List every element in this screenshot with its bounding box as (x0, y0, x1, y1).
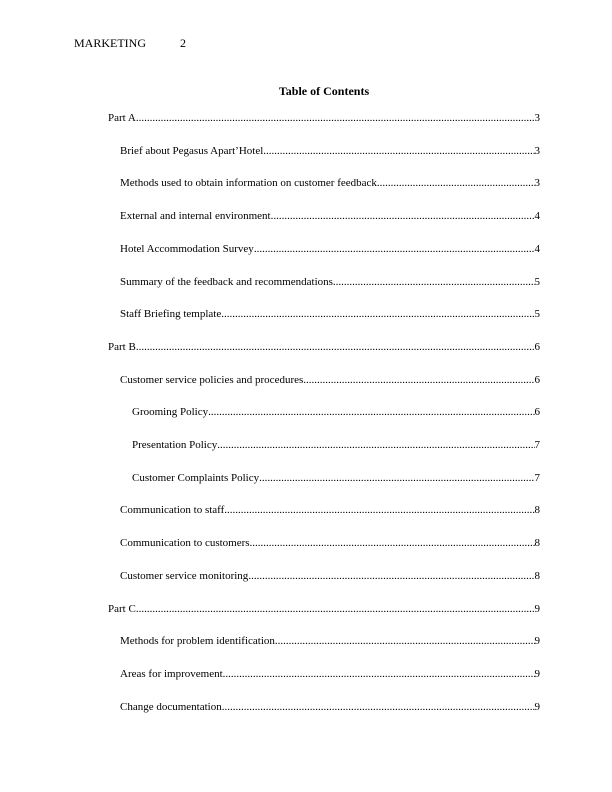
toc-entry-link[interactable] (132, 405, 540, 419)
dot-leader (221, 307, 534, 321)
dot-leader (271, 209, 535, 223)
dot-leader (377, 176, 535, 190)
dot-leader (223, 667, 535, 681)
toc-entry-page-number: 5 (534, 308, 540, 321)
toc-entry-page-number: 3 (534, 112, 540, 124)
toc-entry-link[interactable] (120, 700, 540, 714)
toc-entry-link[interactable] (120, 373, 540, 387)
toc-entry-page-number: 6 (534, 373, 540, 386)
toc-entry-page-number: 9 (534, 667, 540, 680)
dot-leader (303, 373, 534, 387)
dot-leader (222, 700, 535, 714)
toc-entry-page-number: 6 (534, 340, 540, 353)
toc-entry-link[interactable] (120, 569, 540, 583)
toc-entry-link[interactable] (108, 602, 540, 616)
toc-entry-page-number: 3 (534, 177, 540, 190)
toc-entry-link[interactable] (120, 275, 540, 289)
toc-entry-page-number: 3 (534, 144, 540, 157)
toc-entry-label: Customer Complaints Policy (132, 471, 260, 484)
toc-entry-label: Summary of the feedback and recommendations (120, 275, 333, 288)
toc-entry-link[interactable] (120, 209, 540, 223)
toc-entry-page-number: 7 (534, 471, 540, 484)
toc-entry-link[interactable] (120, 242, 540, 256)
toc-entry-label: Part C (108, 602, 136, 615)
dot-leader (275, 634, 535, 648)
toc-entry-label: Areas for improvement (120, 667, 223, 680)
toc-entry-label: Part A (108, 112, 136, 124)
toc-entry-label: Change documentation (120, 700, 222, 713)
toc-entry-page-number: 9 (534, 635, 540, 648)
dot-leader (263, 144, 534, 158)
dot-leader (136, 111, 535, 125)
toc-entry-link[interactable] (120, 144, 540, 158)
toc-entry-label: Grooming Policy (132, 406, 209, 419)
toc-entry-page-number: 8 (534, 537, 540, 550)
toc-entry-page-number: 8 (534, 569, 540, 582)
toc-entry-link[interactable] (120, 536, 540, 550)
toc-entry-link[interactable] (132, 438, 540, 452)
dot-leader (136, 340, 535, 354)
toc-entry-link[interactable] (120, 176, 540, 190)
toc-entry-page-number: 6 (534, 406, 540, 419)
toc-entry-link[interactable] (108, 340, 540, 354)
toc-entry-label: Hotel Accommodation Survey (120, 242, 254, 255)
dot-leader (333, 275, 535, 289)
toc-entry-page-number: 9 (534, 700, 540, 713)
dot-leader (136, 602, 535, 616)
toc-entry-label: External and internal environment (120, 210, 271, 223)
toc-title: Table of Contents (278, 84, 370, 98)
dot-leader (217, 438, 534, 452)
toc-entry-label: Customer service monitoring (120, 569, 249, 582)
toc-entry-link[interactable] (108, 111, 540, 125)
toc-entry-label: Presentation Policy (132, 439, 218, 451)
dot-leader (259, 471, 534, 485)
toc-entry-page-number: 5 (534, 275, 540, 288)
toc-entry-label: Communication to customers (120, 537, 250, 550)
toc-entry-page-number: 8 (534, 504, 540, 517)
toc-entry-label: Staff Briefing template (120, 308, 222, 321)
toc-entry-label: Methods for problem identification (120, 635, 275, 648)
toc-entry-page-number: 4 (534, 242, 540, 255)
dot-leader (254, 242, 535, 256)
dot-leader (250, 536, 535, 550)
toc-entry-page-number: 4 (534, 210, 540, 223)
running-head-title: MARKETING (74, 36, 146, 50)
running-header (74, 36, 186, 50)
toc-entry-label: Methods used to obtain information on customer feedback (120, 177, 377, 190)
toc-entry-link[interactable] (132, 471, 540, 485)
dot-leader (248, 569, 534, 583)
toc-entry-label: Brief about Pegasus Apart’Hotel (120, 144, 264, 157)
toc-entry-page-number: 7 (534, 439, 540, 451)
toc-entry-label: Customer service policies and procedures (120, 373, 304, 386)
toc-entry-link[interactable] (120, 307, 540, 321)
dot-leader (224, 503, 534, 517)
toc-entry-page-number: 9 (534, 602, 540, 615)
toc-entry-link[interactable] (120, 634, 540, 648)
toc-entry-label: Part B (108, 340, 136, 353)
toc-entry-link[interactable] (120, 503, 540, 517)
header-page-number: 2 (180, 36, 186, 50)
toc-entry-label: Communication to staff (120, 504, 225, 517)
toc-entry-link[interactable] (120, 667, 540, 681)
dot-leader (208, 405, 534, 419)
